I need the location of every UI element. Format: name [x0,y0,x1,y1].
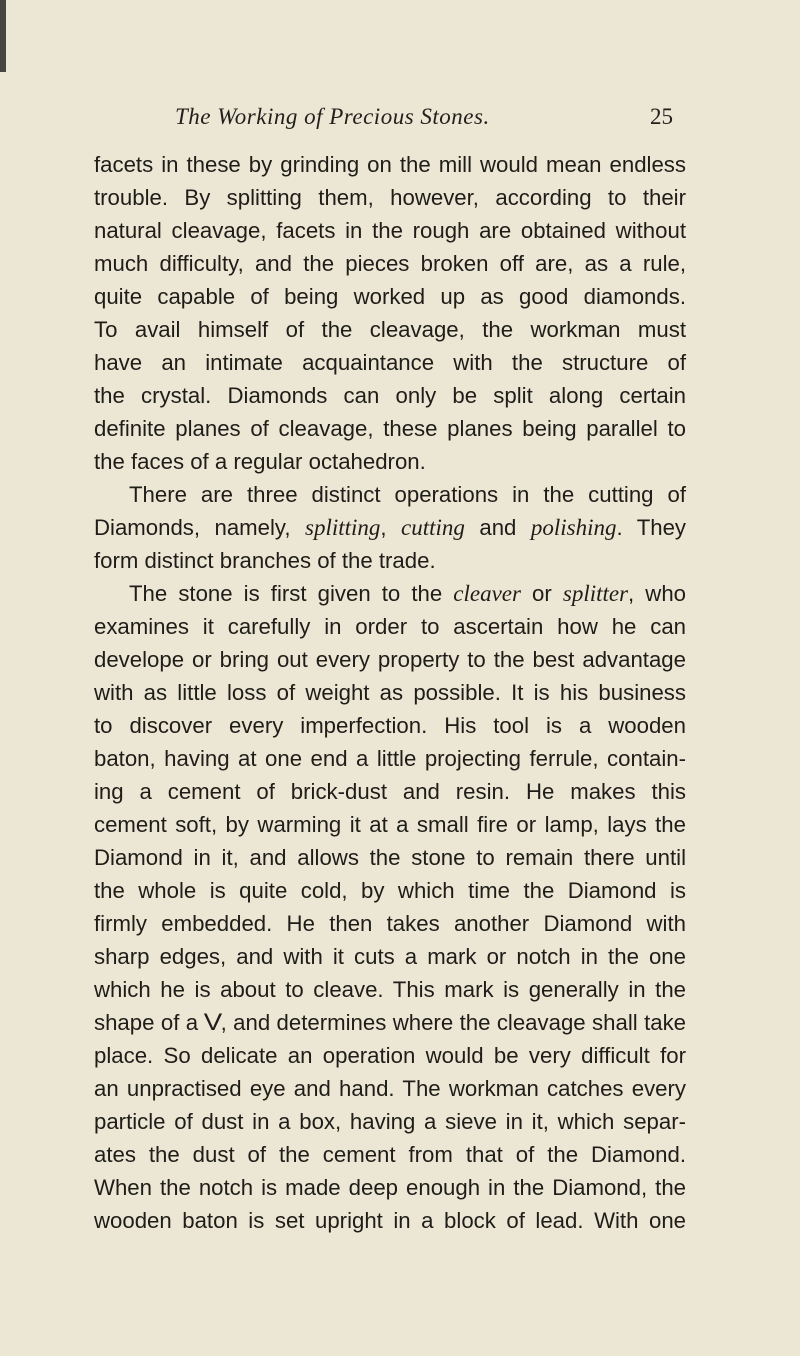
text-line: much difficulty, and the pieces broken off are, as a rule, [94,251,686,276]
text-run: . They [616,515,687,540]
text-run: Diamonds, namely, [94,515,291,540]
text-run: or [532,581,552,606]
text-run: The stone is first given to the [129,581,443,606]
text-line: quite capable of being worked up as good diamonds. [94,284,686,309]
text-run: and [479,515,517,540]
text-line: baton, having at one end a little projecting ferrule, contain- [94,746,686,771]
text-run: , [380,515,387,540]
text-line: with as little loss of weight as possible. It is his business [94,680,686,705]
text-line: sharp edges, and with it cuts a mark or notch in the one [94,944,686,969]
text-line: an unpractised eye and hand. The workman catches every [94,1076,686,1101]
text-line: develope or bring out every property to the best advantage [94,647,686,672]
text-line: place. So delicate an operation would be very difficult for [94,1043,686,1068]
text-line: ing a cement of brick-dust and resin. He makes this [94,779,686,804]
text-line: which he is about to cleave. This mark is generally in the [94,977,686,1002]
text-line: To avail himself of the cleavage, the workman must [94,317,686,342]
text-line [94,512,686,544]
text-line: firmly embedded. He then takes another Diamond with [94,911,686,936]
italic-term: polishing [530,515,617,540]
page-number: 25 [650,104,673,129]
text-line: trouble. By splitting them, however, according to their [94,185,686,210]
paragraph-first-line [129,578,686,610]
text-line: cement soft, by warming it at a small fire or lamp, lays the [94,812,686,837]
italic-term: cutting [401,515,465,540]
text-line: examines it carefully in order to ascertain how he can [94,614,686,639]
text-line: to discover every imperfection. His tool is a wooden [94,713,686,738]
text-run: , and determines where the cleavage shall take [220,1010,687,1035]
text-line: When the notch is made deep enough in the Diamond, the [94,1175,686,1200]
text-line: wooden baton is set upright in a block of lead. With one [94,1208,686,1233]
italic-term: splitting [305,515,381,540]
text-line: the faces of a regular octahedron. [94,449,426,474]
v-notch-symbol: V [203,1009,222,1036]
italic-term: cleaver [453,581,521,606]
running-title: The Working of Precious Stones. [175,104,490,129]
text-line: the crystal. Diamonds can only be split along certain [94,383,686,408]
paragraph-first-line: There are three distinct operations in the cutting of [129,482,686,507]
text-line [94,1007,686,1039]
text-line: natural cleavage, facets in the rough are obtained without [94,218,686,243]
text-line: definite planes of cleavage, these planes being parallel to [94,416,686,441]
text-line: ates the dust of the cement from that of the Diamond. [94,1142,686,1167]
text-line: facets in these by grinding on the mill would mean endless [94,152,686,177]
text-line: particle of dust in a box, having a sieve in it, which separ- [94,1109,686,1134]
text-line: Diamond in it, and allows the stone to remain there until [94,845,686,870]
text-run: , who [628,581,686,606]
italic-term: splitter [562,581,629,606]
text-run: shape of a [94,1010,199,1035]
text-line: form distinct branches of the trade. [94,548,436,573]
text-line: the whole is quite cold, by which time the Diamond is [94,878,686,903]
text-line: have an intimate acquaintance with the structure of [94,350,686,375]
